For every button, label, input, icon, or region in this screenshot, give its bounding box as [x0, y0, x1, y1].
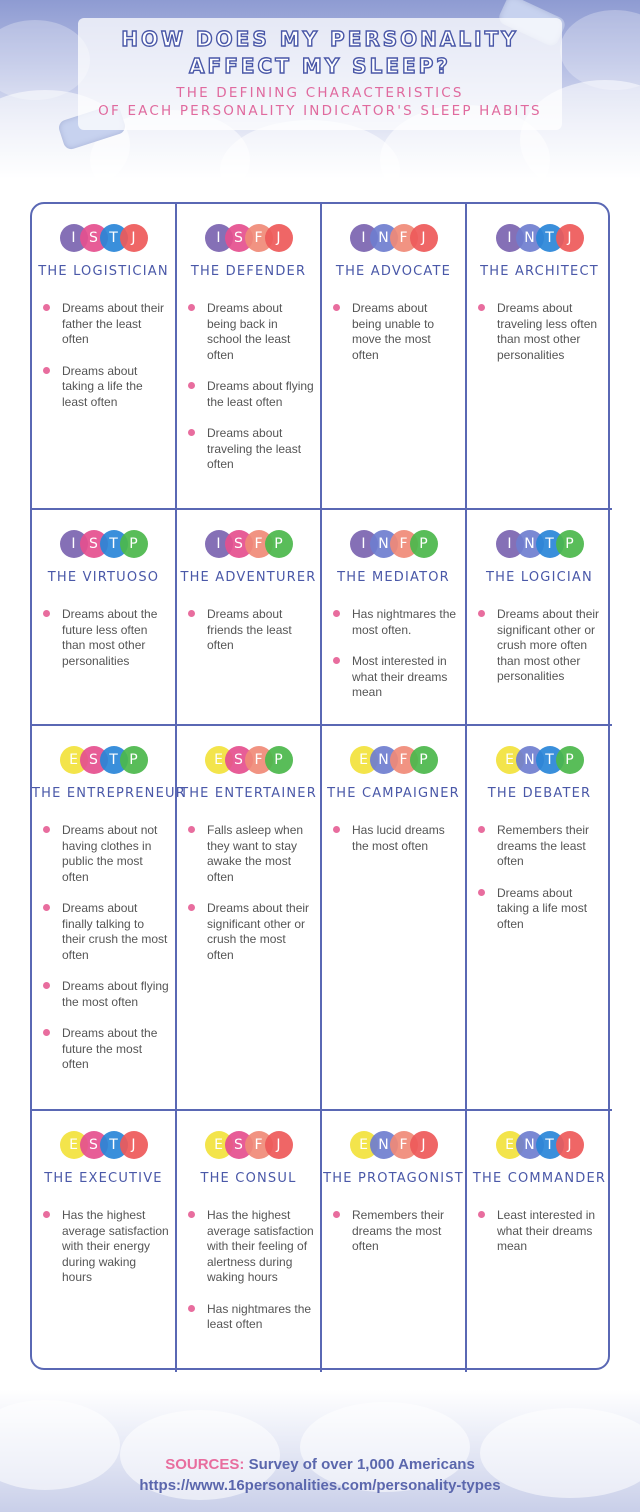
type-code-badge — [32, 224, 175, 252]
personality-name: THE PROTAGONIST — [323, 1171, 464, 1186]
type-code-badge — [467, 1131, 612, 1159]
sleep-fact: Dreams about being back in school the least often — [187, 301, 314, 363]
type-letter-circle: F — [245, 746, 273, 774]
type-code-badge — [322, 224, 465, 252]
sleep-facts-list — [322, 607, 465, 701]
personality-cell — [177, 1111, 322, 1372]
type-letter-circle: S — [80, 746, 108, 774]
type-letter-circle: N — [370, 1131, 398, 1159]
type-code-badge — [32, 746, 175, 774]
personality-cell — [467, 726, 612, 1111]
type-letter-circle: I — [350, 530, 378, 558]
type-code-badge — [322, 746, 465, 774]
sleep-fact: Least interested in what their dreams mean — [477, 1208, 606, 1255]
sleep-fact: Dreams about taking a life most often — [477, 886, 606, 933]
sleep-fact: Most interested in what their dreams mean — [332, 654, 459, 701]
type-code-badge — [467, 746, 612, 774]
sleep-fact: Has the highest average satisfaction with their feeling of alertness during waking hours — [187, 1208, 314, 1286]
sleep-fact: Dreams about being unable to move the most often — [332, 301, 459, 363]
sleep-facts-list — [322, 301, 465, 363]
personality-name: THE ENTREPRENEUR — [32, 786, 186, 801]
personality-cell — [467, 204, 612, 510]
personality-name: THE LOGISTICIAN — [38, 264, 169, 279]
type-letter-circle: S — [225, 530, 253, 558]
personality-name: THE DEFENDER — [190, 264, 307, 279]
type-letter-circle: P — [265, 746, 293, 774]
type-letter-circle: T — [536, 1131, 564, 1159]
personality-name: THE COMMANDER — [472, 1171, 607, 1186]
personality-cell — [322, 204, 467, 510]
sleep-fact: Dreams about taking a life the least often — [42, 364, 169, 411]
type-letter-circle: T — [100, 530, 128, 558]
type-letter-circle: F — [390, 1131, 418, 1159]
type-letter-circle: P — [410, 746, 438, 774]
sleep-fact: Dreams about their significant other or crush more often than most other personalities — [477, 607, 606, 685]
type-letter-circle: J — [556, 1131, 584, 1159]
type-letter-circle: P — [556, 530, 584, 558]
sleep-fact: Dreams about the future less often than most other personalities — [42, 607, 169, 669]
sleep-facts-list — [177, 823, 320, 963]
type-letter-circle: S — [225, 224, 253, 252]
type-code-badge — [177, 530, 320, 558]
personality-grid — [30, 202, 610, 1370]
type-letter-circle: I — [60, 530, 88, 558]
sleep-facts-list — [177, 301, 320, 473]
type-code-badge — [322, 530, 465, 558]
type-letter-circle: N — [516, 530, 544, 558]
type-letter-circle: E — [205, 746, 233, 774]
type-code-badge — [32, 1131, 175, 1159]
type-letter-circle: F — [390, 224, 418, 252]
type-letter-circle: T — [100, 1131, 128, 1159]
type-letter-circle: T — [100, 224, 128, 252]
type-code-badge — [467, 530, 612, 558]
type-letter-circle: J — [265, 224, 293, 252]
type-letter-circle: T — [536, 224, 564, 252]
sleep-fact: Falls asleep when they want to stay awake the most often — [187, 823, 314, 885]
sleep-fact: Dreams about their father the least often — [42, 301, 169, 348]
personality-cell — [467, 510, 612, 726]
personality-name: THE ARCHITECT — [480, 264, 599, 279]
type-letter-circle: J — [410, 1131, 438, 1159]
personality-cell — [322, 1111, 467, 1372]
personality-name: THE MEDIATOR — [337, 570, 450, 585]
sleep-fact: Remembers their dreams the most often — [332, 1208, 459, 1255]
type-letter-circle: N — [516, 746, 544, 774]
personality-cell — [177, 726, 322, 1111]
personality-cell — [177, 510, 322, 726]
type-letter-circle: N — [516, 1131, 544, 1159]
type-letter-circle: P — [120, 530, 148, 558]
type-letter-circle: J — [120, 1131, 148, 1159]
sources-text: Survey of over 1,000 Americans — [248, 1456, 475, 1473]
type-code-badge — [177, 1131, 320, 1159]
type-letter-circle: N — [370, 530, 398, 558]
sleep-fact: Dreams about not having clothes in public the most often — [42, 823, 169, 885]
type-letter-circle: S — [225, 746, 253, 774]
type-code-badge — [177, 746, 320, 774]
sleep-fact: Has nightmares the most often. — [332, 607, 459, 638]
personality-name: THE LOGICIAN — [486, 570, 593, 585]
type-letter-circle: S — [225, 1131, 253, 1159]
sleep-facts-list — [467, 607, 612, 685]
type-letter-circle: S — [80, 530, 108, 558]
personality-name: THE ENTERTAINER — [180, 786, 317, 801]
sleep-fact: Dreams about finally talking to their crush the most often — [42, 901, 169, 963]
sources-label: SOURCES: — [165, 1456, 245, 1473]
page-title: HOW DOES MY PERSONALITY AFFECT MY SLEEP? — [121, 27, 519, 78]
type-letter-circle: T — [100, 746, 128, 774]
sleep-facts-list — [467, 823, 612, 932]
sleep-fact: Dreams about their significant other or crush the most often — [187, 901, 314, 963]
type-letter-circle: P — [265, 530, 293, 558]
personality-cell — [322, 510, 467, 726]
type-letter-circle: J — [265, 1131, 293, 1159]
sleep-facts-list — [32, 1208, 175, 1286]
personality-name: THE VIRTUOSO — [47, 570, 160, 585]
type-letter-circle: T — [536, 746, 564, 774]
personality-cell — [322, 726, 467, 1111]
type-code-badge — [177, 224, 320, 252]
personality-cell — [32, 1111, 177, 1372]
sleep-facts-list — [467, 1208, 612, 1255]
type-letter-circle: J — [410, 224, 438, 252]
sleep-facts-list — [322, 1208, 465, 1255]
type-letter-circle: E — [496, 746, 524, 774]
personality-cell — [32, 204, 177, 510]
type-letter-circle: S — [80, 224, 108, 252]
sleep-fact: Dreams about traveling the least often — [187, 426, 314, 473]
type-letter-circle: P — [556, 746, 584, 774]
sleep-fact: Remembers their dreams the least often — [477, 823, 606, 870]
sleep-facts-list — [177, 607, 320, 654]
page-subtitle: THE DEFINING CHARACTERISTICS OF EACH PERSONALITY INDICATOR'S SLEEP HABITS — [98, 85, 542, 119]
footer — [0, 1390, 640, 1512]
sleep-fact: Dreams about flying the most often — [42, 979, 169, 1010]
type-letter-circle: E — [350, 1131, 378, 1159]
sleep-fact: Dreams about the future the most often — [42, 1026, 169, 1073]
type-letter-circle: E — [496, 1131, 524, 1159]
type-letter-circle: P — [410, 530, 438, 558]
personality-name: THE CONSUL — [200, 1171, 297, 1186]
personality-name: THE ADVENTURER — [180, 570, 317, 585]
sleep-fact: Has nightmares the least often — [187, 1302, 314, 1333]
type-letter-circle: F — [245, 1131, 273, 1159]
personality-name: THE DEBATER — [487, 786, 592, 801]
type-letter-circle: F — [245, 530, 273, 558]
type-letter-circle: E — [60, 746, 88, 774]
type-letter-circle: T — [536, 530, 564, 558]
sleep-facts-list — [32, 301, 175, 410]
type-letter-circle: F — [390, 530, 418, 558]
type-letter-circle: I — [60, 224, 88, 252]
personality-name: THE CAMPAIGNER — [327, 786, 460, 801]
type-letter-circle: I — [205, 530, 233, 558]
type-code-badge — [322, 1131, 465, 1159]
sleep-fact: Dreams about flying the least often — [187, 379, 314, 410]
type-letter-circle: I — [496, 224, 524, 252]
personality-cell — [467, 1111, 612, 1372]
type-letter-circle: I — [205, 224, 233, 252]
personality-cell — [32, 726, 186, 1111]
type-letter-circle: I — [350, 224, 378, 252]
type-code-badge — [467, 224, 612, 252]
sleep-fact: Dreams about traveling less often than most other personalities — [477, 301, 606, 363]
type-letter-circle: N — [516, 224, 544, 252]
type-letter-circle: F — [390, 746, 418, 774]
type-letter-circle: E — [350, 746, 378, 774]
sleep-facts-list — [32, 607, 175, 669]
type-letter-circle: P — [120, 746, 148, 774]
type-letter-circle: N — [370, 224, 398, 252]
sources-line — [0, 1456, 640, 1473]
sleep-facts-list — [322, 823, 465, 854]
sleep-facts-list — [177, 1208, 320, 1333]
type-letter-circle: N — [370, 746, 398, 774]
header-banner — [0, 0, 640, 180]
type-letter-circle: J — [556, 224, 584, 252]
type-letter-circle: J — [120, 224, 148, 252]
personality-name: THE EXECUTIVE — [44, 1171, 163, 1186]
type-letter-circle: S — [80, 1131, 108, 1159]
type-letter-circle: E — [60, 1131, 88, 1159]
personality-cell — [177, 204, 322, 510]
type-letter-circle: I — [496, 530, 524, 558]
title-box — [78, 18, 562, 130]
personality-cell — [32, 510, 177, 726]
sleep-fact: Dreams about friends the least often — [187, 607, 314, 654]
type-letter-circle: E — [205, 1131, 233, 1159]
source-link[interactable]: https://www.16personalities.com/personality-types — [139, 1477, 501, 1494]
sleep-facts-list — [32, 823, 175, 1073]
sleep-fact: Has the highest average satisfaction with their energy during waking hours — [42, 1208, 169, 1286]
type-letter-circle: F — [245, 224, 273, 252]
personality-name: THE ADVOCATE — [335, 264, 452, 279]
sleep-facts-list — [467, 301, 612, 363]
sleep-fact: Has lucid dreams the most often — [332, 823, 459, 854]
type-code-badge — [32, 530, 175, 558]
